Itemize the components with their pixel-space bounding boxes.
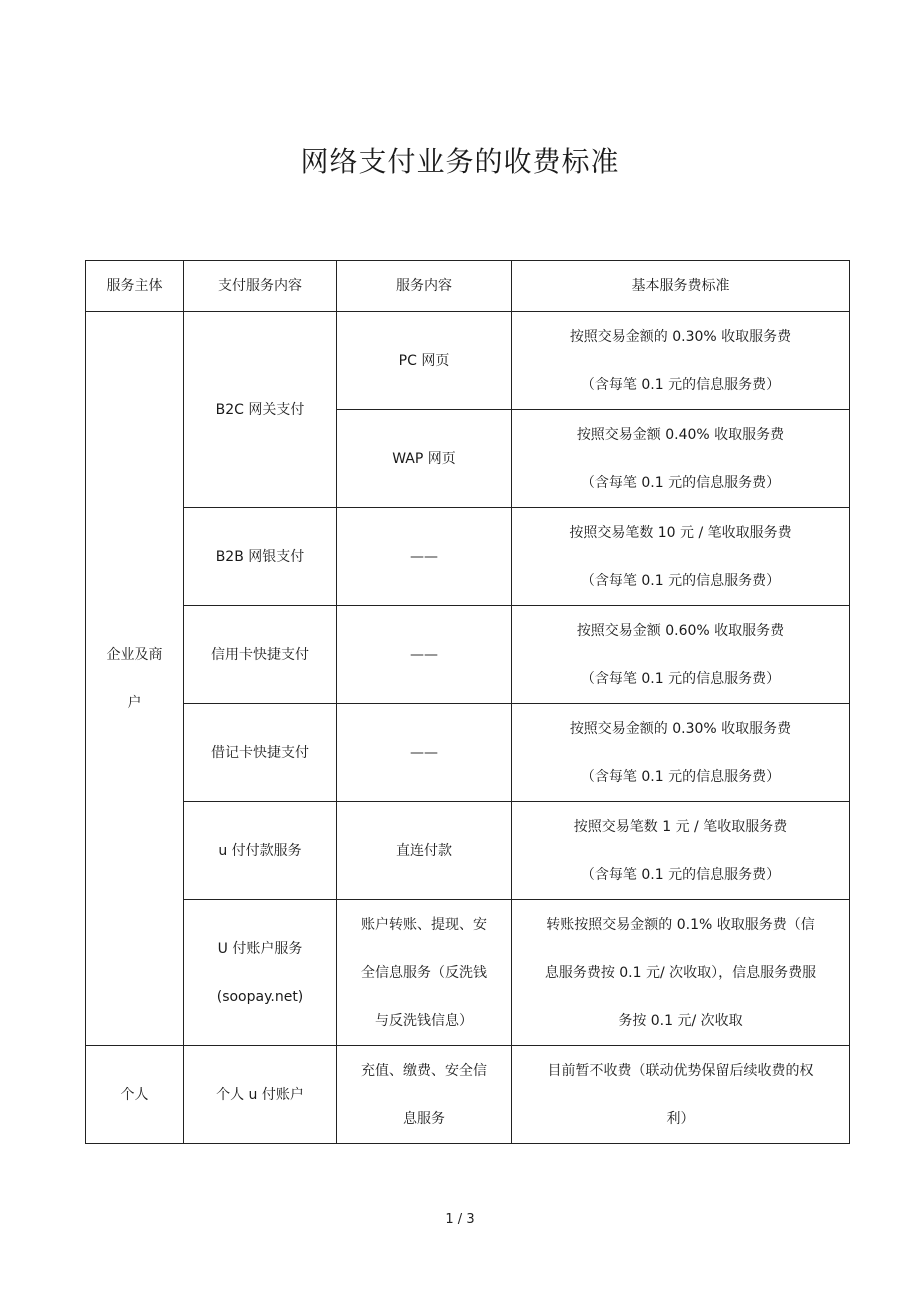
fee-line: （含每笔 0.1 元的信息服务费） <box>580 376 781 393</box>
service-line: U 付账户服务 <box>217 940 303 957</box>
group-cell-personal: 个人 <box>86 1046 184 1144</box>
service-cell: B2B 网银支付 <box>184 508 337 606</box>
fee-cell <box>512 900 850 1046</box>
table-row <box>86 802 850 900</box>
group-label: 企业及商户 <box>106 646 163 711</box>
content-cell <box>337 1046 512 1144</box>
service-cell: 个人 u 付账户 <box>184 1046 337 1144</box>
table-header-row <box>86 261 850 312</box>
fee-line: 息服务费按 0.1 元/ 次收取），信息服务费服 <box>544 964 817 981</box>
content-cell: —— <box>337 606 512 704</box>
fee-line: （含每笔 0.1 元的信息服务费） <box>580 572 781 589</box>
content-line: 与反洗钱信息） <box>375 1012 473 1029</box>
service-cell: B2C 网关支付 <box>184 312 337 508</box>
service-cell: 借记卡快捷支付 <box>184 704 337 802</box>
content-cell <box>337 900 512 1046</box>
content-cell: WAP 网页 <box>337 410 512 508</box>
service-cell: 信用卡快捷支付 <box>184 606 337 704</box>
fee-table <box>85 260 850 1144</box>
document-title: 网络支付业务的收费标准 <box>300 145 620 178</box>
service-cell <box>184 900 337 1046</box>
fee-cell <box>512 410 850 508</box>
fee-line: 目前暂不收费（联动优势保留后续收费的权 <box>547 1062 814 1079</box>
content-line: 充值、缴费、安全信 <box>361 1062 487 1079</box>
table-row <box>86 606 850 704</box>
content-cell: —— <box>337 704 512 802</box>
fee-cell <box>512 704 850 802</box>
fee-cell <box>512 1046 850 1144</box>
fee-cell <box>512 606 850 704</box>
fee-line: 按照交易金额的 0.30% 收取服务费 <box>569 720 792 737</box>
header-cell: 基本服务费标准 <box>512 261 850 312</box>
content-cell: 直连付款 <box>337 802 512 900</box>
fee-cell <box>512 802 850 900</box>
group-cell-enterprise <box>86 312 184 1046</box>
table-row <box>86 704 850 802</box>
header-cell: 服务内容 <box>337 261 512 312</box>
fee-cell <box>512 508 850 606</box>
content-line: 账户转账、提现、安 <box>361 916 487 933</box>
fee-line: 按照交易金额的 0.30% 收取服务费 <box>569 328 792 345</box>
table-row <box>86 312 850 410</box>
fee-cell <box>512 312 850 410</box>
fee-line: （含每笔 0.1 元的信息服务费） <box>580 670 781 687</box>
content-line: 全信息服务（反洗钱 <box>361 964 487 981</box>
table-row <box>86 1046 850 1144</box>
fee-line: 按照交易金额 0.40% 收取服务费 <box>576 426 785 443</box>
fee-line: （含每笔 0.1 元的信息服务费） <box>580 866 781 883</box>
fee-line: 按照交易笔数 10 元 / 笔收取服务费 <box>569 524 792 541</box>
service-line: (soopay.net) <box>216 988 304 1005</box>
content-line: 息服务 <box>403 1110 445 1127</box>
table-row <box>86 900 850 1046</box>
fee-line: （含每笔 0.1 元的信息服务费） <box>580 768 781 785</box>
fee-line: 按照交易金额 0.60% 收取服务费 <box>576 622 785 639</box>
content-cell: —— <box>337 508 512 606</box>
page-number: 1 / 3 <box>445 1212 475 1227</box>
fee-line: 利） <box>666 1110 695 1127</box>
table-row <box>86 508 850 606</box>
service-cell: u 付付款服务 <box>184 802 337 900</box>
fee-line: 按照交易笔数 1 元 / 笔收取服务费 <box>573 818 788 835</box>
fee-line: 转账按照交易金额的 0.1% 收取服务费（信 <box>546 916 815 933</box>
fee-line: （含每笔 0.1 元的信息服务费） <box>580 474 781 491</box>
content-cell: PC 网页 <box>337 312 512 410</box>
fee-line: 务按 0.1 元/ 次收取 <box>618 1012 743 1029</box>
header-cell: 服务主体 <box>86 261 184 312</box>
header-cell: 支付服务内容 <box>184 261 337 312</box>
